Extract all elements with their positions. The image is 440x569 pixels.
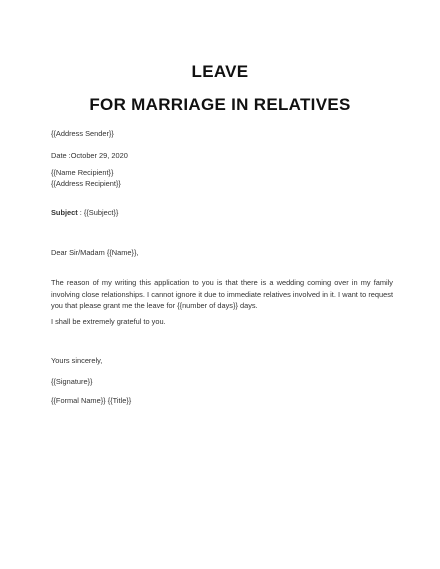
address-recipient: {{Address Recipient}} <box>51 179 121 188</box>
date-line <box>51 151 128 160</box>
document-title-line-2: FOR MARRIAGE IN RELATIVES <box>89 95 351 114</box>
salutation: Dear Sir/Madam {{Name}}, <box>51 248 139 257</box>
name-recipient: {{Name Recipient}} <box>51 168 114 177</box>
closing: Yours sincerely, <box>51 356 103 365</box>
subject-label: Subject <box>51 208 78 217</box>
signature: {{Signature}} <box>51 377 93 386</box>
date-value: October 29, 2020 <box>70 151 128 160</box>
formal-name-title: {{Formal Name}} {{Title}} <box>51 396 132 405</box>
date-label: Date : <box>51 151 71 160</box>
body-paragraph-2: I shall be extremely grateful to you. <box>51 317 166 326</box>
address-sender: {{Address Sender}} <box>51 129 114 138</box>
subject-value: : {{Subject}} <box>77 208 119 217</box>
body-paragraph-1: The reason of my writing this application to you is that there is a wedding coming over in my family involving close relationships. I cannot ignore it due to immediate relatives involved in it. I want to request you that please grant me the leave for {{number of days}} days. <box>51 278 393 310</box>
subject-line <box>51 208 118 217</box>
document-title-line-1: LEAVE <box>191 62 249 81</box>
